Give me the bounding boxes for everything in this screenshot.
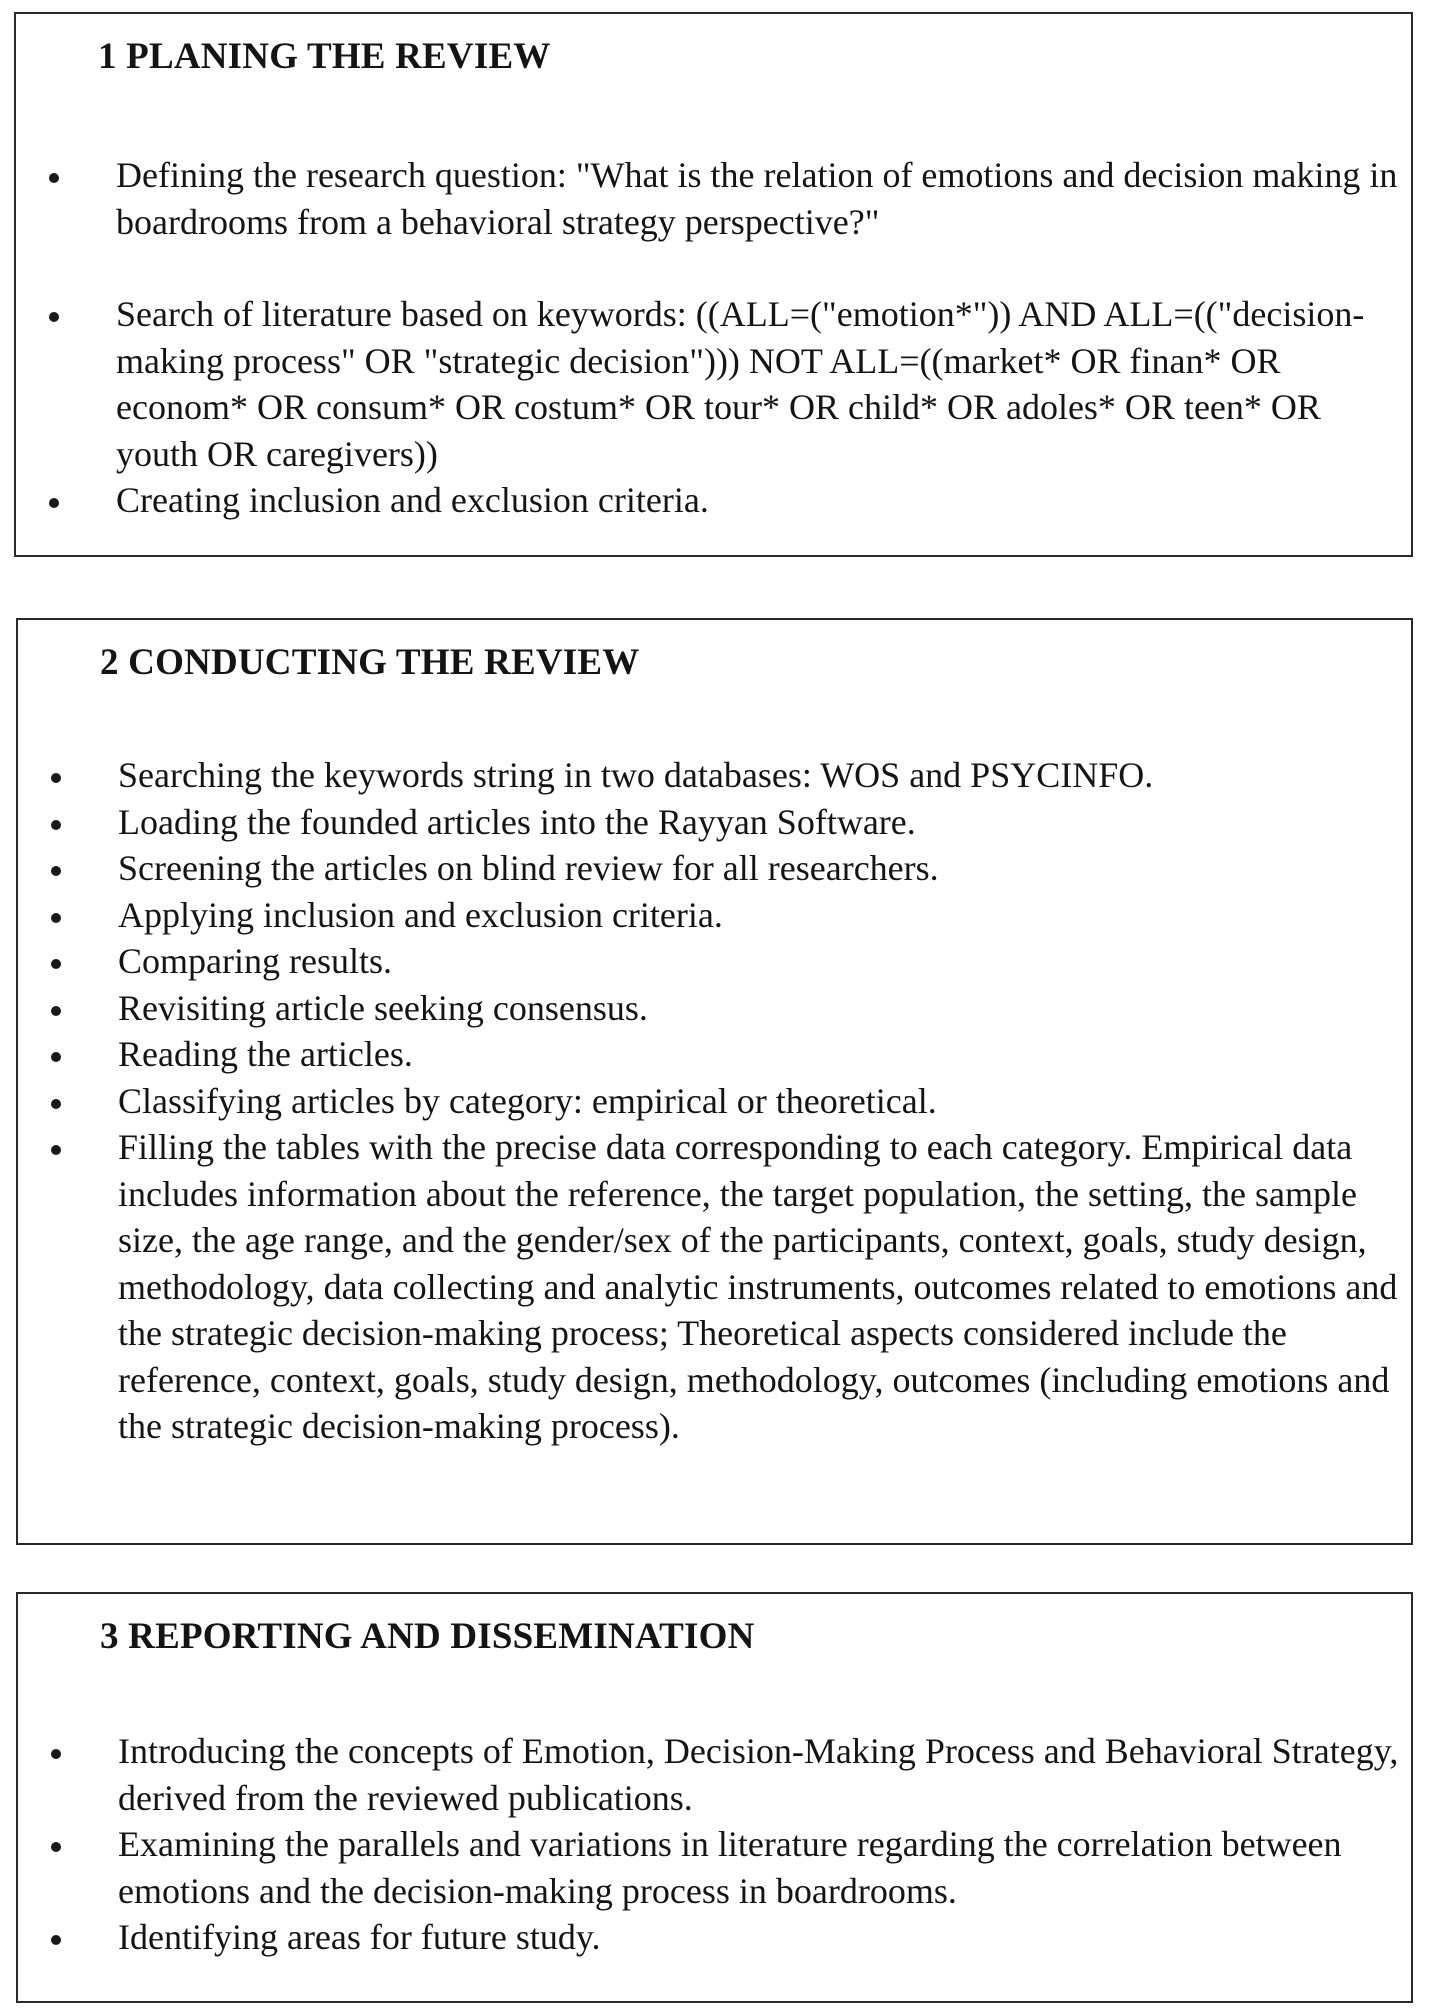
list-item-text: Filling the tables with the precise data corresponding to each category. Empirical data includes information about the reference, the target population, the setting, the sample size, the age range, and the gender/sex of the participants, context, goals, study design, methodology, data collecting and analytic instruments, outcomes related to emotions and the strategic decision-making process; Theoretical aspects considered include the reference, context, goals, study design, methodology, outcomes (including emotions and the strategic decision-making process).	[118, 1127, 1398, 1446]
list-item	[44, 1914, 1399, 1961]
bullet-icon	[51, 913, 61, 923]
bullet-icon	[51, 1935, 61, 1945]
section-planning-the-review	[14, 12, 1413, 557]
list-item	[44, 985, 1399, 1032]
list-item-text: Creating inclusion and exclusion criteria.	[116, 480, 709, 520]
bullet-list	[44, 752, 1399, 1450]
list-item-text: Defining the research question: "What is the relation of emotions and decision making in boardrooms from a behavioral strategy perspective?"	[116, 155, 1398, 242]
list-item	[44, 845, 1399, 892]
section-title: 2 CONDUCTING THE REVIEW	[100, 642, 640, 683]
list-item-text: Screening the articles on blind review for all researchers.	[118, 848, 939, 888]
bullet-icon	[51, 1099, 61, 1109]
bullet-icon	[49, 173, 59, 183]
list-item	[44, 1124, 1399, 1450]
list-item	[44, 892, 1399, 939]
bullet-icon	[51, 1145, 61, 1155]
list-item-text: Introducing the concepts of Emotion, Decision-Making Process and Behavioral Strategy, derived from the reviewed publications.	[118, 1731, 1399, 1818]
list-item	[42, 291, 1399, 477]
list-item	[42, 477, 1399, 524]
bullet-icon	[49, 312, 59, 322]
bullet-icon	[51, 1006, 61, 1016]
bullet-icon	[51, 1052, 61, 1062]
bullet-icon	[49, 498, 59, 508]
list-item	[44, 1031, 1399, 1078]
list-item-text: Applying inclusion and exclusion criteria.	[118, 894, 723, 935]
list-item	[44, 1728, 1399, 1821]
bullet-icon	[51, 1842, 61, 1852]
list-item	[44, 1078, 1399, 1125]
list-item-text: Search of literature based on keywords: ((ALL=("emotion*")) AND ALL=(("decision-making process" OR "strategic decision"))) NOT ALL=((market* OR finan* OR econom* OR consum* OR costum* OR tour* OR child* OR adoles* OR teen* OR youth OR caregivers))	[116, 294, 1365, 474]
section-conducting-the-review	[16, 618, 1413, 1545]
list-item-text: Classifying articles by category: empirical or theoretical.	[118, 1080, 937, 1121]
section-reporting-and-dissemination	[16, 1592, 1413, 2003]
section-title: 3 REPORTING AND DISSEMINATION	[100, 1616, 755, 1657]
list-item	[44, 938, 1399, 985]
bullet-icon	[51, 773, 61, 783]
list-item-text: Revisiting article seeking consensus.	[118, 987, 648, 1028]
list-item-text: Examining the parallels and variations in literature regarding the correlation between emotions and the decision-making process in boardrooms.	[118, 1824, 1342, 1911]
list-item	[44, 752, 1399, 799]
list-item	[44, 799, 1399, 846]
bullet-icon	[51, 820, 61, 830]
list-item-text: Loading the founded articles into the Rayyan Software.	[118, 801, 916, 842]
list-item-text: Comparing results.	[118, 941, 392, 981]
bullet-icon	[51, 1749, 61, 1759]
list-item-text: Reading the articles.	[118, 1034, 413, 1074]
list-item	[42, 152, 1399, 245]
bullet-list	[42, 152, 1399, 524]
list-item	[44, 1821, 1399, 1914]
list-item-text: Searching the keywords string in two databases: WOS and PSYCINFO.	[118, 755, 1154, 795]
section-title: 1 PLANING THE REVIEW	[98, 36, 551, 77]
bullet-list	[44, 1728, 1399, 1961]
bullet-icon	[51, 866, 61, 876]
list-item-text: Identifying areas for future study.	[118, 1917, 601, 1957]
bullet-icon	[51, 959, 61, 969]
